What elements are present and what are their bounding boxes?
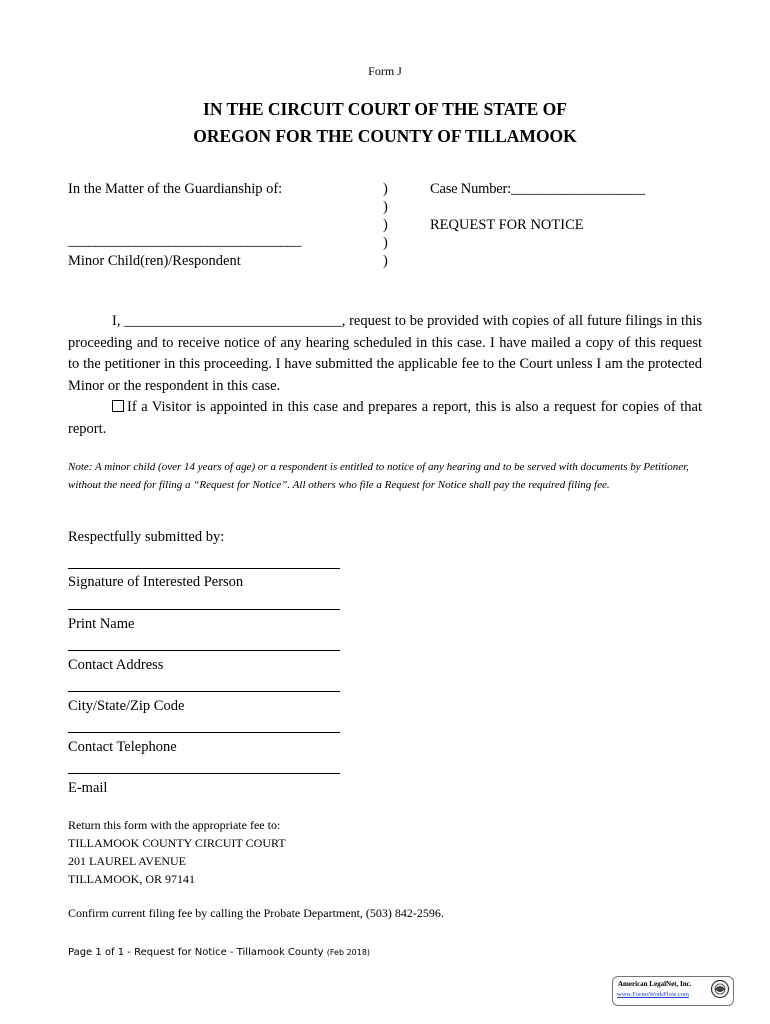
print-name-label: Print Name xyxy=(68,616,135,632)
caption-paren: ) xyxy=(383,217,388,233)
respondent-name-line: ___________________________________ xyxy=(68,233,301,249)
matter-label: In the Matter of the Guardianship of: xyxy=(68,181,283,197)
footer-date: (Feb 2018) xyxy=(326,948,371,957)
return-intro: Return this form with the appropriate fee to: xyxy=(68,818,281,832)
document-title: REQUEST FOR NOTICE xyxy=(430,217,584,233)
visitor-option xyxy=(68,397,702,440)
court-address-line: TILLAMOOK COUNTY CIRCUIT COURT xyxy=(68,836,286,850)
note: Note: A minor child (over 14 years of age) or a respondent is entitled to notice of any hearing and to be served with documents by Petitioner, without the need for filing a “Request for Notice”. All others who file a Request for Notice shall pay the required filing fee. xyxy=(68,461,689,491)
globe-seal-icon xyxy=(710,979,730,999)
caption-paren: ) xyxy=(383,253,388,269)
caption-paren: ) xyxy=(383,181,388,197)
form-label: Form J xyxy=(368,64,402,78)
court-heading xyxy=(0,96,770,150)
email-label: E-mail xyxy=(68,780,108,796)
court-address-line: 201 LAUREL AVENUE xyxy=(68,854,186,868)
request-paragraph: I, ______________________________, request to be provided with copies of all future filings in this proceeding and to receive notice of any hearing scheduled in this case. I have mailed a copy of this request to the petitioner in this proceeding. I have submitted the applicable fee to the Court unless I am the protected Minor or the respondent in this case. xyxy=(68,313,702,394)
court-heading-line-2: OREGON FOR THE COUNTY OF TILLAMOOK xyxy=(193,126,577,146)
court-heading-line-1: IN THE CIRCUIT COURT OF THE STATE OF xyxy=(203,99,567,119)
signature-label: Signature of Interested Person xyxy=(68,574,244,590)
caption-paren: ) xyxy=(383,199,388,215)
page-footer xyxy=(68,947,370,958)
contact-address-label: Contact Address xyxy=(68,657,164,673)
caption-parens xyxy=(383,180,393,270)
court-address-line: TILLAMOOK, OR 97141 xyxy=(68,872,195,886)
party-label: Minor Child(ren)/Respondent xyxy=(68,253,241,269)
city-state-zip-line[interactable] xyxy=(68,691,340,692)
city-state-zip-label: City/State/Zip Code xyxy=(68,698,185,714)
print-name-line[interactable] xyxy=(68,609,340,610)
visitor-checkbox[interactable] xyxy=(112,400,124,412)
caption-paren: ) xyxy=(383,235,388,251)
submitted-by-label: Respectfully submitted by: xyxy=(68,529,225,545)
publisher-name: American LegalNet, Inc. xyxy=(618,980,692,988)
contact-telephone-line[interactable] xyxy=(68,732,340,733)
footer-text: Page 1 of 1 - Request for Notice - Tillamook County xyxy=(68,947,324,958)
email-line[interactable] xyxy=(68,773,340,774)
publisher-url-link[interactable]: www.FormsWorkFlow.com xyxy=(617,991,689,998)
case-number-field[interactable]: Case Number:___________________ xyxy=(430,181,645,197)
fee-confirm-note: Confirm current filing fee by calling the Probate Department, (503) 842-2596. xyxy=(68,906,444,920)
contact-address-line[interactable] xyxy=(68,650,340,651)
signature-line[interactable] xyxy=(68,568,340,569)
visitor-option-text: If a Visitor is appointed in this case and prepares a report, this is also a request for copies of that report. xyxy=(68,399,702,437)
contact-telephone-label: Contact Telephone xyxy=(68,739,177,755)
